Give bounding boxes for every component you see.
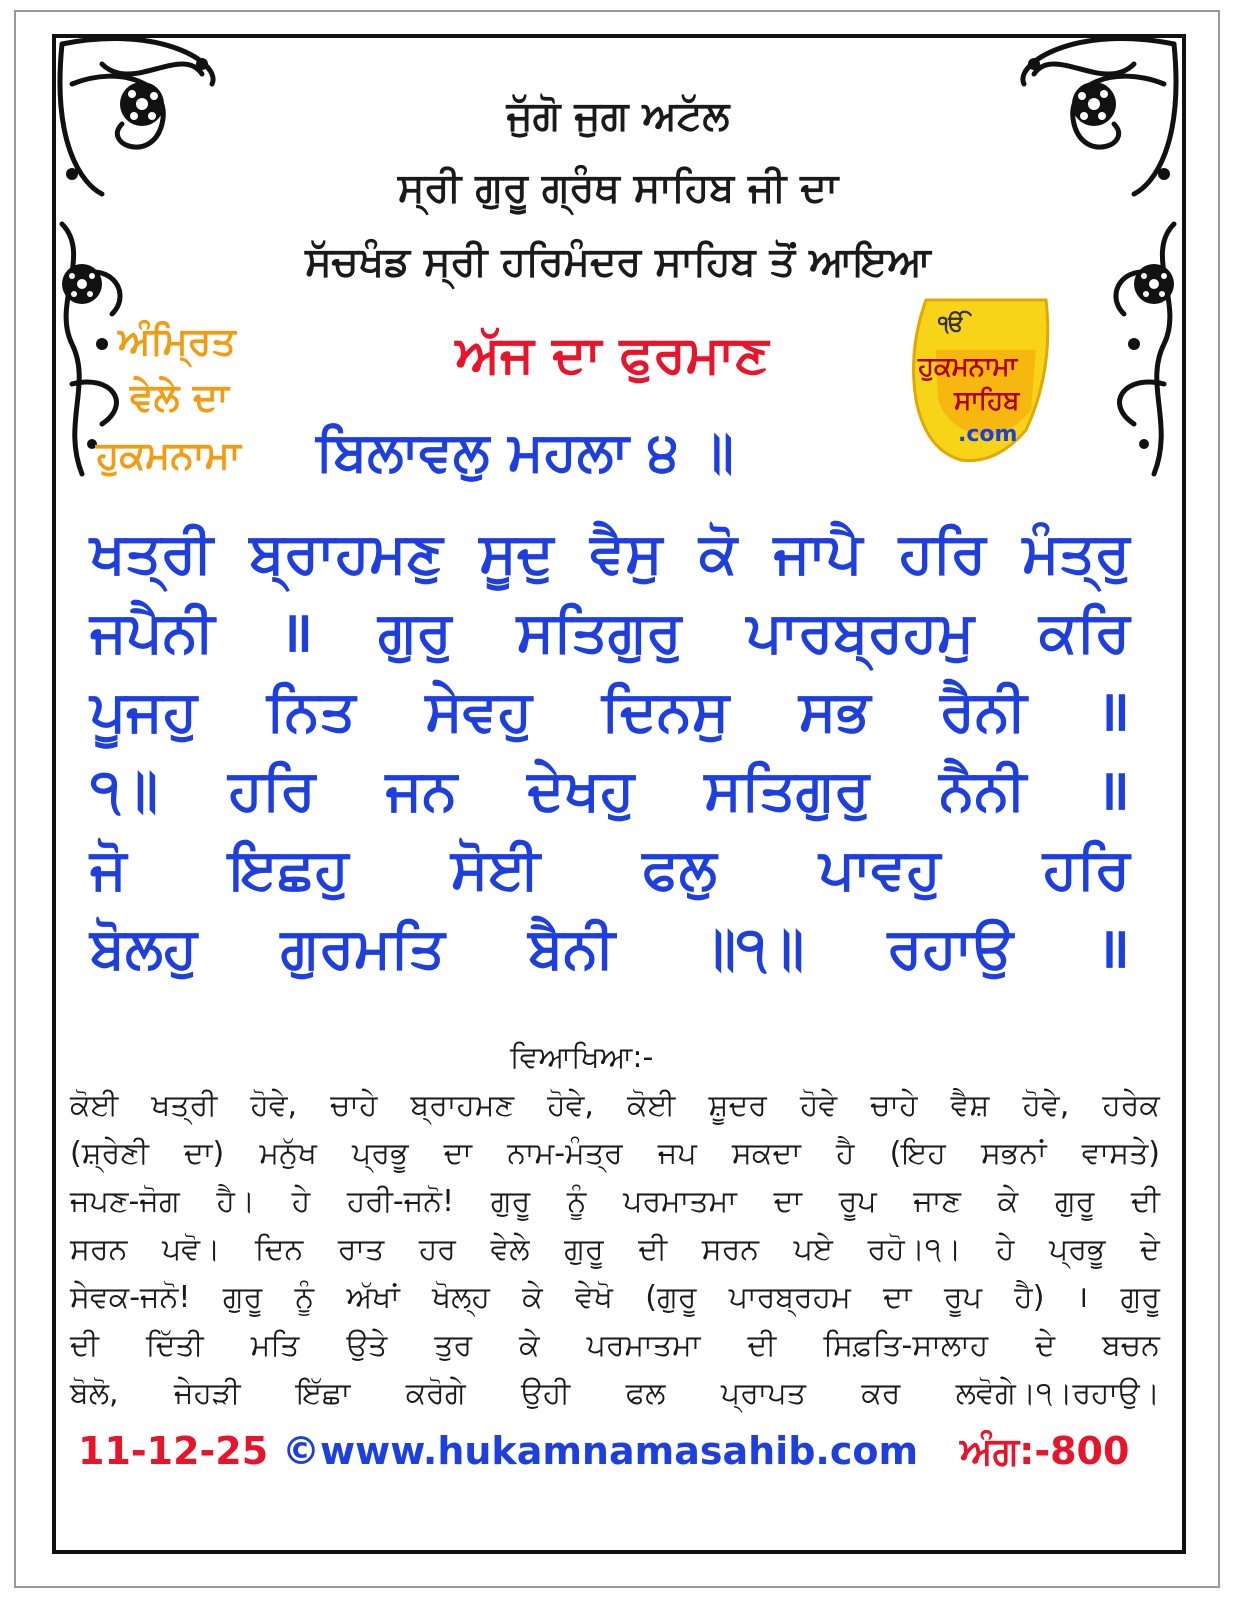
word: ਪਵੋ। bbox=[161, 1232, 221, 1267]
shabad-text bbox=[90, 514, 1130, 988]
side-label-line-1: ਅੰਮ੍ਰਿਤ bbox=[118, 319, 236, 363]
word: ਦੀ bbox=[747, 1328, 777, 1363]
word: ਫਲੁ bbox=[642, 837, 717, 902]
word: ਗੁਰਮਤਿ bbox=[280, 916, 445, 981]
header-line-1: ਜੁੱਗੋ ਜੁਗ ਅਟੱਲ bbox=[506, 93, 730, 139]
word: ਹਰਿ bbox=[898, 521, 986, 586]
word: ਹੇ bbox=[995, 1232, 1015, 1267]
word: ਸੂਦੁ bbox=[479, 521, 554, 586]
word: ਜਾਣ bbox=[913, 1184, 962, 1219]
word: ਪਾਰਬ੍ਰਹਮੁ bbox=[746, 600, 975, 665]
word: ਪਾਵਹੁ bbox=[819, 837, 941, 902]
shabad-line bbox=[90, 672, 1130, 751]
side-label-line-2: ਵੇਲੇ ਦਾ bbox=[130, 375, 229, 419]
word: ਵੈਸੁ bbox=[590, 521, 663, 586]
shabad-line bbox=[90, 909, 1130, 988]
word: ਵੇਲੇ bbox=[490, 1232, 530, 1267]
word: ਕਰ bbox=[861, 1376, 901, 1411]
word: ਬੋਲਹੁ bbox=[90, 916, 198, 981]
word: ਦੀ bbox=[638, 1232, 668, 1267]
word: ਜਾਪੈ bbox=[773, 521, 863, 586]
word: ਪ੍ਰਭੂ bbox=[352, 1136, 409, 1171]
word: ਸ਼ੂਦਰ bbox=[708, 1088, 767, 1123]
word: ਕੋਈ bbox=[70, 1088, 119, 1123]
word: ਰਹੋ।੧। bbox=[867, 1232, 962, 1267]
word: ਸਕਦਾ bbox=[731, 1136, 801, 1171]
word: ਹੋਵੇ bbox=[800, 1088, 838, 1123]
logo-line-1: ਹੁਕਮਨਾਮਾ bbox=[918, 352, 1018, 382]
word: ਮਤਿ bbox=[250, 1328, 300, 1363]
word: ਪਏ bbox=[793, 1232, 833, 1267]
word: ਦੇ bbox=[1139, 1232, 1160, 1267]
word: ਰੈਨੀ bbox=[940, 679, 1027, 744]
footer-ang: ਅੰਗ:-800 bbox=[960, 1429, 1130, 1473]
word: ਦਿੱਤੀ bbox=[145, 1328, 204, 1363]
word: ਹੋਵੇ, bbox=[547, 1088, 594, 1123]
word: ਹੈ) bbox=[1014, 1280, 1045, 1315]
word: ਹੋਵੇ, bbox=[1022, 1088, 1070, 1123]
word: ਸੋਈ bbox=[450, 837, 541, 902]
word: ਖਤ੍ਰੀ bbox=[90, 521, 213, 586]
shabad-line bbox=[90, 514, 1130, 593]
word: ਦਿਨਸੁ bbox=[601, 679, 730, 744]
footer-site-link[interactable]: ©www.hukamnamasahib.com bbox=[282, 1429, 919, 1473]
word: ਕੇ bbox=[522, 1280, 543, 1315]
word: ਵੇਖੋ bbox=[575, 1280, 613, 1315]
word: ਵੈਸ਼ bbox=[950, 1088, 990, 1123]
word: (ਗੁਰੂ bbox=[645, 1280, 697, 1315]
page-title: ਅੱਜ ਦਾ ਫੁਰਮਾਣ bbox=[455, 325, 769, 385]
word: ਦੇ bbox=[1035, 1328, 1056, 1363]
word: ਰੂਪ bbox=[838, 1184, 877, 1219]
word: ਜਪੈਨੀ bbox=[90, 600, 215, 665]
word: ਬ੍ਰਾਹਮਣੁ bbox=[249, 521, 443, 586]
word: ਜਨ bbox=[385, 758, 458, 823]
word: ਰਹਾਉ bbox=[887, 916, 1014, 981]
meaning-line bbox=[70, 1178, 1160, 1226]
word: ਬੈਨੀ bbox=[528, 916, 616, 981]
word: ਖਤ੍ਰੀ bbox=[151, 1088, 218, 1123]
word: ਪਰਮਾਤਮਾ bbox=[586, 1328, 701, 1363]
word: ਫਲ bbox=[625, 1376, 666, 1411]
word: ਬ੍ਰਾਹਮਣ bbox=[410, 1088, 515, 1123]
shabad-line bbox=[90, 751, 1130, 830]
footer-date: 11-12-25 bbox=[78, 1429, 269, 1473]
logo-line-2: ਸਾਹਿਬ bbox=[954, 386, 1020, 416]
word: ਚਾਹੇ bbox=[870, 1088, 918, 1123]
word: ਹੈ bbox=[835, 1136, 855, 1171]
word: ਵਾਸਤੇ) bbox=[1081, 1136, 1160, 1171]
word: ਹੋਵੇ, bbox=[250, 1088, 298, 1123]
word: ॥ bbox=[1096, 916, 1130, 981]
word: ਉਤੇ bbox=[346, 1328, 388, 1363]
vyakhya-label: ਵਿਆਖਿਆ:- bbox=[510, 1040, 654, 1075]
word: ਕੇ bbox=[997, 1184, 1019, 1219]
word: ਕੇ bbox=[519, 1328, 540, 1363]
word: ਨੂੰ bbox=[294, 1280, 315, 1315]
word: ॥ bbox=[279, 600, 314, 665]
word: ਇਛਹੁ bbox=[228, 837, 349, 902]
word: ਕਰੋਗੇ bbox=[405, 1376, 466, 1411]
side-label-line-3: ਹੁਕਮਨਾਮਾ bbox=[96, 433, 241, 477]
raag-title: ਬਿਲਾਵਲੁ ਮਹਲਾ ੪ ॥ bbox=[316, 420, 734, 483]
word: ਦਾ) bbox=[184, 1136, 225, 1171]
meaning-line bbox=[70, 1130, 1160, 1178]
meaning-text bbox=[70, 1082, 1160, 1418]
word: ਚਾਹੇ bbox=[330, 1088, 378, 1123]
word: ਉਹੀ bbox=[521, 1376, 571, 1411]
word: ॥ bbox=[1096, 758, 1130, 823]
meaning-line bbox=[70, 1322, 1160, 1370]
word: ਸਤਿਗੁਰੁ bbox=[704, 758, 870, 823]
word: ਕੋਈ bbox=[627, 1088, 676, 1123]
word: ਦੀ bbox=[70, 1328, 99, 1363]
meaning-line bbox=[70, 1274, 1160, 1322]
word: ਹਰਿ bbox=[228, 758, 316, 823]
word: ਮੰਤ੍ਰੁ bbox=[1022, 521, 1130, 586]
word: ਨਿਤ bbox=[266, 679, 356, 744]
hukamnama-sahib-logo bbox=[906, 290, 1056, 470]
word: ਹਰੇਕ bbox=[1102, 1088, 1160, 1123]
meaning-line bbox=[70, 1370, 1160, 1418]
word: ਹੈ। bbox=[216, 1184, 256, 1219]
word: ਹਰਿ bbox=[1042, 837, 1130, 902]
meaning-line bbox=[70, 1226, 1160, 1274]
word: ਸੇਵਹੁ bbox=[425, 679, 533, 744]
word: ਅੱਖਾਂ bbox=[346, 1280, 400, 1315]
word: ਨਾਮ-ਮੰਤ੍ਰ bbox=[507, 1136, 623, 1171]
word: ਹਰ bbox=[418, 1232, 456, 1267]
shabad-line bbox=[90, 593, 1130, 672]
word: ਸਿਫ਼ਤਿ-ਸਾਲਾਹ bbox=[823, 1328, 989, 1363]
word: ਤੁਰ bbox=[434, 1328, 473, 1363]
word: ॥ bbox=[1096, 679, 1130, 744]
logo-top-mark: ੴ bbox=[938, 312, 965, 337]
word: ॥੧॥ bbox=[698, 916, 805, 981]
word: ਗੁਰੂ bbox=[490, 1184, 531, 1219]
word: ਸੇਵਕ-ਜਨੋ! bbox=[70, 1280, 191, 1315]
word: ਰੂਪ bbox=[943, 1280, 982, 1315]
word: ਜੇਹੜੀ bbox=[173, 1376, 241, 1411]
word: ਸਰਨ bbox=[70, 1232, 128, 1267]
word: ਸਭ bbox=[798, 679, 871, 744]
word: ਦੀ bbox=[1130, 1184, 1160, 1219]
shabad-line bbox=[90, 830, 1130, 909]
word: ਗੁਰੂ bbox=[1120, 1280, 1160, 1315]
word: ੧॥ bbox=[90, 758, 159, 823]
word: ਹਰੀ-ਜਨੋ! bbox=[346, 1184, 455, 1219]
meaning-line bbox=[70, 1082, 1160, 1130]
word: ਗੁਰੁ bbox=[377, 600, 452, 665]
word: ਪਾਰਬ੍ਰਹਮ bbox=[728, 1280, 851, 1315]
word: ਪੂਜਹੁ bbox=[90, 679, 198, 744]
word: ਬਚਨ bbox=[1102, 1328, 1160, 1363]
word: ਹੇ bbox=[291, 1184, 311, 1219]
word: ਦਾ bbox=[883, 1280, 912, 1315]
word: ਰਾਤ bbox=[337, 1232, 385, 1267]
word: ਮਨੁੱਖ bbox=[259, 1136, 317, 1171]
word: (ਸ਼੍ਰੇਣੀ bbox=[70, 1136, 149, 1171]
word: ਨੈਨੀ bbox=[939, 758, 1027, 823]
header-line-3: ਸੱਚਖੰਡ ਸ੍ਰੀ ਹਰਿਮੰਦਰ ਸਾਹਿਬ ਤੋਂ ਆਇਆ bbox=[305, 239, 931, 285]
word: ਨੂੰ bbox=[566, 1184, 587, 1219]
word: ਦਾ bbox=[773, 1184, 803, 1219]
word: ਦਾ bbox=[443, 1136, 473, 1171]
word: ਦਿਨ bbox=[254, 1232, 304, 1267]
word: ਸਤਿਗੁਰੁ bbox=[516, 600, 682, 665]
word: ਜਪਣ-ਜੋਗ bbox=[70, 1184, 180, 1219]
word: ਇੱਛਾ bbox=[295, 1376, 351, 1411]
word: ਜਪ bbox=[657, 1136, 697, 1171]
word: ਬੋਲੋ, bbox=[70, 1376, 119, 1411]
word: ਲਵੋਗੇ।੧।ਰਹਾਉ। bbox=[955, 1376, 1160, 1411]
word: ਗੁਰੂ bbox=[222, 1280, 263, 1315]
word: ਗੁਰੂ bbox=[1054, 1184, 1095, 1219]
word: ਸਭਨਾਂ bbox=[980, 1136, 1047, 1171]
header-line-2: ਸ੍ਰੀ ਗੁਰੂ ਗ੍ਰੰਥ ਸਾਹਿਬ ਜੀ ਦਾ bbox=[397, 165, 839, 211]
word: (ਇਹ bbox=[889, 1136, 946, 1171]
word: ਕਰਿ bbox=[1039, 600, 1130, 665]
word: ਪਰਮਾਤਮਾ bbox=[623, 1184, 737, 1219]
word: ਪ੍ਰਾਪਤ bbox=[720, 1376, 806, 1411]
word: ਸਰਨ bbox=[701, 1232, 760, 1267]
word: ਪ੍ਰਭੂ bbox=[1048, 1232, 1106, 1267]
word: ਖੋਲ੍ਹ bbox=[432, 1280, 490, 1315]
word: ਗੁਰੂ bbox=[564, 1232, 604, 1267]
word: ਦੇਖਹੁ bbox=[527, 758, 635, 823]
word: ਕੋ bbox=[698, 521, 738, 586]
word: । bbox=[1076, 1280, 1089, 1315]
logo-line-3: .com bbox=[958, 422, 1018, 447]
word: ਜੋ bbox=[90, 837, 127, 902]
